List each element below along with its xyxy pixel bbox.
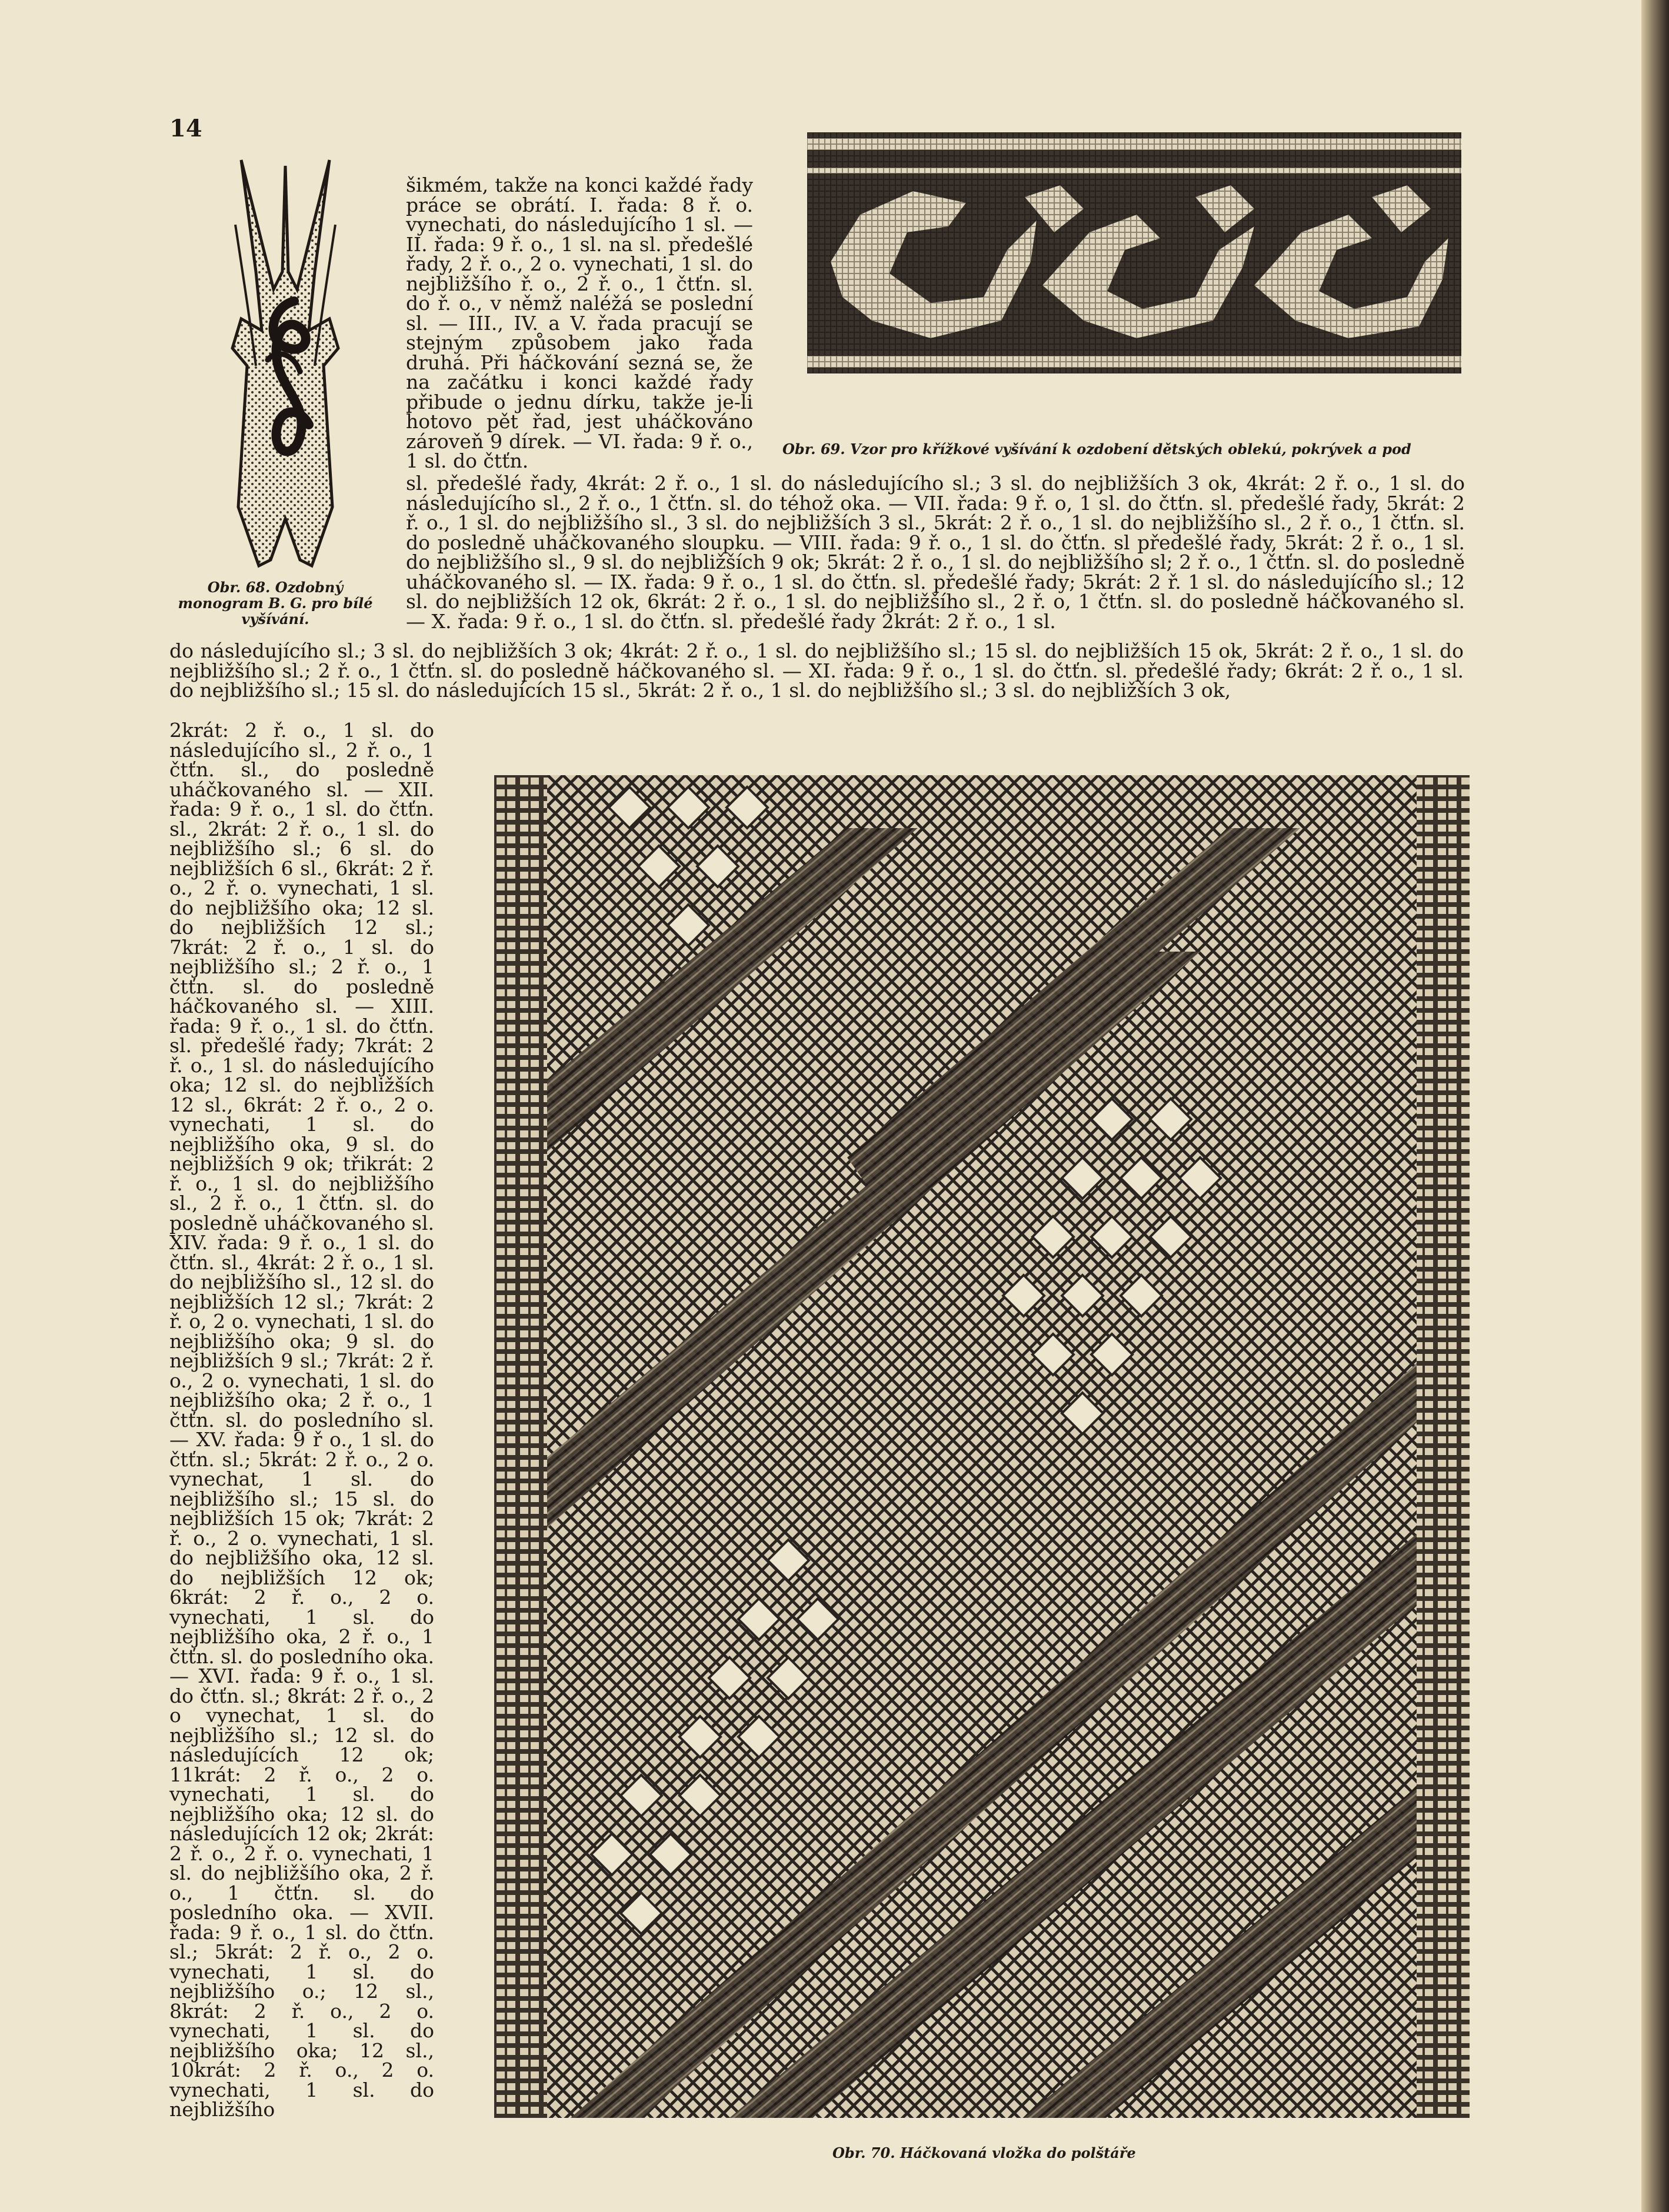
text-column-left xyxy=(169,720,434,2120)
figure-70-caption: Obr. 70. Háčkovaná vložka do polštáře xyxy=(832,2144,1136,2161)
text-column-top xyxy=(406,175,753,471)
text-paragraph: 2krát: 2 ř. o., 1 sl. do následujícího sl., 2 ř. o., 1 čtťn. sl., do posledně uháčkovaného sl. — XII. řada: 9 ř. o., 1 sl. do čtťn. sl., 2krát: 2 ř. o., 1 sl. do nejbližšího sl.; 6 sl. do nejbližších 6 sl., 6krát: 2 ř. o., 2 ř. o. vynechati, 1 sl. do nejbližšího oka; 12 sl. do nejbližších 12 sl.; 7krát: 2 ř. o., 1 sl. do nejbližšího sl.; 2 ř. o., 1 čtťn. sl. do posledně háčkovaného sl. — XIII. řada: 9 ř. o., 1 sl. do čtťn. sl. předešlé řady; 7krát: 2 ř. o., 1 sl. do následujícího oka; 12 sl. do nejbližších 12 sl., 6krát: 2 ř. o., 2 o. vynechati, 1 sl. do nejbližšího oka, 9 sl. do nejbližších 9 ok; třikrát: 2 ř. o., 1 sl. do nejbližšího sl., 2 ř. o., 1 čtťn. sl. do posledně uháčkovaného sl. XIV. řada: 9 ř. o., 1 sl. do čtťn. sl., 4krát: 2 ř. o., 1 sl. do nejbližšího sl., 12 sl. do nejbližších 12 sl.; 7krát: 2 ř. o, 2 o. vynechati, 1 sl. do nejbližšího oka; 9 sl. do nejbližších 9 sl.; 7krát: 2 ř. o., 2 o. vynechati, 1 sl. do nejbližšího oka; 2 ř. o., 1 čtťn. sl. do posledního sl. — XV. řada: 9 ř o., 1 sl. do čtťn. sl.; 5krát: 2 ř. o., 2 o. vynechat, 1 sl. do nejbližšího sl.; 15 sl. do nejbližších 15 ok; 7krát: 2 ř. o., 2 o. vynechati, 1 sl. do nejbližšího oka, 12 sl. do nejbližších 12 ok; 6krát: 2 ř. o., 2 o. vynechati, 1 sl. do nejbližšího oka, 2 ř. o., 1 čtťn. sl. do posledního oka. — XVI. řada: 9 ř. o., 1 sl. do čtťn. sl.; 8krát: 2 ř. o., 2 o vynechat, 1 sl. do nejbližšího sl.; 12 sl. do následujících 12 ok; 11krát: 2 ř. o., 2 o. vynechati, 1 sl. do nejbližšího oka; 12 sl. do následujících 12 ok; 2krát: 2 ř. o., 2 ř. o. vynechati, 1 sl. do nejbližšího oka, 2 ř. o., 1 čtťn. sl. do posledního oka. — XVII. řada: 9 ř. o., 1 sl. do čtťn. sl.; 5krát: 2 ř. o., 2 o. vynechati, 1 sl. do nejbližšího o.; 12 sl., 8krát: 2 ř. o., 2 o. vynechati, 1 sl. do nejbližšího oka; 12 sl., 10krát: 2 ř. o., 2 o. vynechati, 1 sl. do nejbližšího xyxy=(169,719,434,2121)
cross-stitch-pattern-figure xyxy=(807,132,1461,373)
text-paragraph: do následujícího sl.; 3 sl. do nejbližších 3 ok; 4krát: 2 ř. o., 1 sl. do nejbližšího sl.; 15 sl. do nejbližších 15 ok, 5krát: 2 ř. o., 1 sl. do nejbližšího sl.; 2 ř. o., 1 čtťn. sl. do posledně háčkovaného sl. — XI. řada: 9 ř. o., 1 sl. do čtťn. sl. předešlé řady; 6krát: 2 ř. o., 1 sl. do nejbližšího sl.; 15 sl. do následujících 15 sl., 5krát: 2 ř. o., 1 sl. do nejbližšího sl.; 3 sl. do nejbližších 3 ok, xyxy=(169,639,1464,702)
text-full-width xyxy=(169,641,1464,700)
crochet-insert-figure xyxy=(494,775,1470,2118)
figure-69-caption: Obr. 69. Vzor pro křížkové vyšívání k ozdobení dětských oblekú, pokrývek a pod xyxy=(782,441,1411,458)
text-column-middle xyxy=(406,473,1465,631)
page-edge xyxy=(1641,0,1669,2212)
monogram-figure xyxy=(212,154,359,572)
text-paragraph: šikmém, takže na konci každé řady práce se obrátí. I. řada: 8 ř. o. vynechati, do následujícího 1 sl. — II. řada: 9 ř. o., 1 sl. na sl. předešlé řady, 2 ř. o., 2 o. vynechati, 1 sl. do nejbližšího ř. o., 2 ř. o., 1 čtťn. sl. do ř. o., v němž naléžá se poslední sl. — III., IV. a V. řada pracují se stejným způsobem jako řada druhá. Při háčkování sezná se, že na začátku i konci každé řady přibude o jednu dírku, takže je-li hotovo pět řad, jest uháčkováno zároveň 9 dírek. — VI. řada: 9 ř. o., 1 sl. do čtťn. xyxy=(406,174,753,472)
text-paragraph: sl. předešlé řady, 4krát: 2 ř. o., 1 sl. do následujícího sl.; 3 sl. do nejbližších 3 ok, 4krát: 2 ř. o., 1 sl. do následujícího sl., 2 ř. o., 1 čtťn. sl. do téhož oka. — VII. řada: 9 ř. o, 1 sl. do čtťn. sl. předešlé řady, 5krát: 2 ř. o., 1 sl. do nejbližšího sl., 3 sl. do nejbližších 3 sl., 5krát: 2 ř. o., 1 sl. do nejbližšího sl., 2 ř. o., 1 čtťn. sl. do posledně uháčkovaného sloupku. — VIII. řada: 9 ř. o., 1 sl. do čtťn. sl předešlé řady, 5krát: 2 ř. o., 1 sl. do nejbližšího sl., 9 sl. do nejbližších 9 ok; 5krát: 2 ř. o., 1 sl. do nejbližšího sl; 2 ř. o., 1 čtťn. sl. do posledně uháčkovaného sl. — IX. řada: 9 ř. o., 1 sl. do čtťn. sl. předešlé řady; 5krát: 2 ř. 1 sl. do následujícího sl.; 12 sl. do nejbližších 12 ok, 6krát: 2 ř. o., 1 sl. do nejbližšího sl., 2 ř. o, 1 čtťn. sl. do posledně háčkovaného sl. — X. řada: 9 ř. o., 1 sl. do čtťn. sl. předešlé řady 2krát: 2 ř. o., 1 sl. xyxy=(406,472,1465,633)
page-number: 14 xyxy=(169,115,202,142)
figure-68-caption: Obr. 68. Ozdobný monogram B. G. pro bílé vyšívání. xyxy=(178,579,373,628)
